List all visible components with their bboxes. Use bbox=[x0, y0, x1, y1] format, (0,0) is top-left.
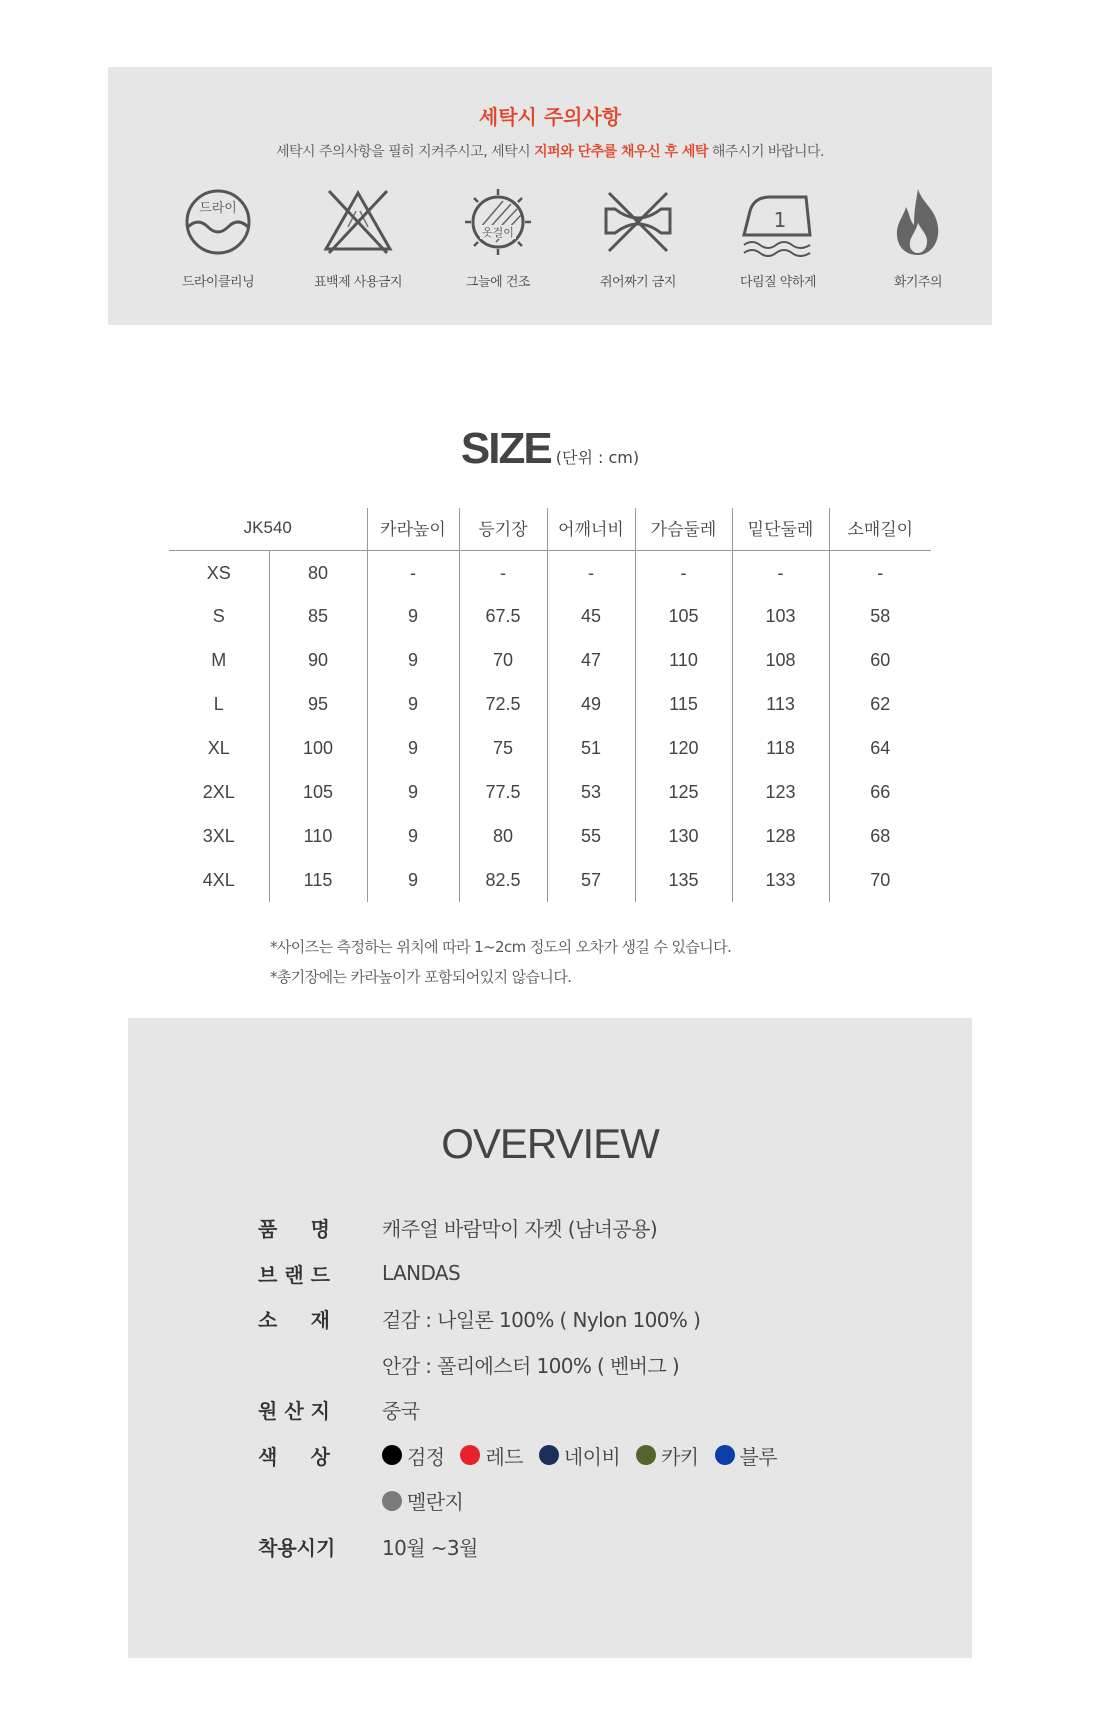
color-option-navy bbox=[539, 1441, 620, 1470]
overview-key-season: 착용시기 bbox=[258, 1535, 336, 1560]
care-label-shade-dry: 그늘에 건조 bbox=[466, 275, 530, 290]
size-header-chest: 가슴둘레 bbox=[635, 508, 732, 550]
care-title: 세탁시 주의사항 bbox=[478, 105, 622, 129]
color-option-blue bbox=[715, 1441, 777, 1470]
color-option-melange bbox=[382, 1486, 463, 1515]
overview-value-origin: 중국 bbox=[382, 1399, 420, 1424]
overview-title: OVERVIEW bbox=[441, 1120, 659, 1167]
care-description bbox=[108, 141, 992, 161]
size-cell: - bbox=[367, 550, 459, 594]
table-row bbox=[169, 550, 931, 594]
overview-row-brand bbox=[258, 1251, 958, 1297]
size-header-model: JK540 bbox=[169, 508, 367, 550]
size-cell: 9 bbox=[367, 726, 459, 770]
size-cell: XL bbox=[207, 737, 230, 758]
size-cell: 9 bbox=[367, 638, 459, 682]
color-dot bbox=[382, 1445, 402, 1465]
shade-dry-icon bbox=[463, 187, 533, 257]
overview-value-brand: LANDAS bbox=[382, 1261, 461, 1286]
color-option-red bbox=[460, 1441, 522, 1470]
overview-row-material-inner bbox=[258, 1342, 958, 1388]
color-dot bbox=[715, 1445, 735, 1465]
color-name: 레드 bbox=[485, 1444, 523, 1469]
size-cell: 90 bbox=[269, 638, 367, 682]
size-cell: 75 bbox=[459, 726, 547, 770]
color-swatch-list-2 bbox=[382, 1486, 479, 1515]
care-label-no-bleach: 표백제 사용금지 bbox=[313, 275, 403, 290]
size-table bbox=[169, 508, 931, 902]
size-cell: 120 bbox=[635, 726, 732, 770]
size-cell: 108 bbox=[732, 638, 829, 682]
size-note: *총기장에는 카라높이가 포함되어있지 않습니다. bbox=[270, 968, 572, 986]
overview-row-origin bbox=[258, 1387, 958, 1433]
size-unit: (단위 : cm) bbox=[555, 448, 640, 467]
size-cell: - bbox=[732, 550, 829, 594]
table-row bbox=[169, 638, 931, 682]
size-cell: 115 bbox=[635, 682, 732, 726]
size-cell: 110 bbox=[269, 814, 367, 858]
overview-row-material bbox=[258, 1296, 958, 1342]
size-cell: 4XL bbox=[202, 869, 235, 890]
flame-icon bbox=[888, 187, 948, 257]
color-name: 멜란지 bbox=[407, 1490, 464, 1515]
no-wring-icon bbox=[603, 187, 673, 257]
color-name: 블루 bbox=[739, 1444, 777, 1469]
no-bleach-icon bbox=[323, 187, 393, 257]
color-dot bbox=[460, 1445, 480, 1465]
size-cell: 95 bbox=[269, 682, 367, 726]
color-name: 검정 bbox=[407, 1444, 445, 1469]
size-cell: 9 bbox=[367, 682, 459, 726]
size-cell: 2XL bbox=[202, 781, 235, 802]
overview-value-material-inner: 안감 : 폴리에스터 100% ( 벤버그 ) bbox=[382, 1353, 680, 1378]
overview-section bbox=[128, 1018, 972, 1658]
size-cell: 100 bbox=[269, 726, 367, 770]
size-cell: 77.5 bbox=[459, 770, 547, 814]
table-row bbox=[169, 858, 931, 902]
overview-key-brand bbox=[258, 1259, 382, 1288]
size-cell: 133 bbox=[732, 858, 829, 902]
size-cell: 64 bbox=[829, 726, 931, 770]
size-cell: 58 bbox=[829, 594, 931, 638]
color-option-khaki bbox=[636, 1441, 698, 1470]
size-cell: 66 bbox=[829, 770, 931, 814]
overview-value-season: 10월 ~3월 bbox=[382, 1535, 478, 1560]
iron-low-icon-text: 1 bbox=[773, 208, 787, 232]
dry-clean-icon bbox=[183, 187, 253, 257]
size-cell: S bbox=[212, 605, 225, 626]
size-cell: 115 bbox=[269, 858, 367, 902]
size-cell: 45 bbox=[547, 594, 635, 638]
size-cell: 55 bbox=[547, 814, 635, 858]
key-char: 브 bbox=[258, 1262, 278, 1287]
shade-dry-icon-text: 옷걸이 bbox=[482, 226, 514, 239]
size-cell: 128 bbox=[732, 814, 829, 858]
size-cell: 130 bbox=[635, 814, 732, 858]
size-cell: 9 bbox=[367, 594, 459, 638]
size-cell: 80 bbox=[269, 550, 367, 594]
size-cell: 51 bbox=[547, 726, 635, 770]
size-cell: 105 bbox=[635, 594, 732, 638]
care-item-dry-clean bbox=[148, 187, 288, 290]
overview-row-color-2 bbox=[258, 1478, 958, 1524]
care-item-flame bbox=[848, 187, 988, 290]
size-header-sleeve: 소매길이 bbox=[829, 508, 931, 550]
overview-value-material-outer: 겉감 : 나일론 100% ( Nylon 100% ) bbox=[382, 1308, 701, 1333]
size-cell: 47 bbox=[547, 638, 635, 682]
overview-key-material bbox=[258, 1304, 382, 1333]
size-cell: - bbox=[829, 550, 931, 594]
overview-key-color bbox=[258, 1441, 382, 1470]
key-char: 원 bbox=[258, 1399, 278, 1424]
table-row bbox=[169, 814, 931, 858]
color-name: 카키 bbox=[661, 1444, 699, 1469]
overview-row-season bbox=[258, 1524, 958, 1570]
overview-list bbox=[258, 1205, 958, 1569]
key-char: 색 bbox=[258, 1444, 278, 1469]
color-dot bbox=[636, 1445, 656, 1465]
size-cell: 72.5 bbox=[459, 682, 547, 726]
care-item-iron-low bbox=[708, 187, 848, 290]
size-cell: 49 bbox=[547, 682, 635, 726]
overview-row-color bbox=[258, 1433, 958, 1479]
size-cell: M bbox=[211, 649, 227, 670]
care-item-no-wring bbox=[568, 187, 708, 290]
size-cell: L bbox=[213, 693, 224, 714]
size-cell: 80 bbox=[459, 814, 547, 858]
size-table-header-row bbox=[169, 508, 931, 550]
size-cell: 113 bbox=[732, 682, 829, 726]
size-cell: 85 bbox=[269, 594, 367, 638]
size-cell: 118 bbox=[732, 726, 829, 770]
care-label-iron-low: 다림질 약하게 bbox=[740, 275, 816, 290]
size-cell: 82.5 bbox=[459, 858, 547, 902]
size-cell: - bbox=[635, 550, 732, 594]
size-header-collar: 카라높이 bbox=[367, 508, 459, 550]
size-cell: 62 bbox=[829, 682, 931, 726]
size-cell: 70 bbox=[459, 638, 547, 682]
color-dot bbox=[382, 1491, 402, 1511]
care-desc-text: 세탁시 주의사항을 필히 지켜주시고, 세탁시 bbox=[276, 144, 535, 160]
iron-low-icon bbox=[740, 187, 816, 257]
care-label-no-wring: 쥐어짜기 금지 bbox=[600, 275, 676, 290]
overview-key-product bbox=[258, 1213, 382, 1242]
care-desc-highlight: 지퍼와 단추를 채우신 후 세탁 bbox=[534, 144, 708, 160]
color-name: 네이비 bbox=[563, 1444, 621, 1469]
table-row bbox=[169, 726, 931, 770]
overview-key-origin bbox=[258, 1395, 382, 1424]
key-char: 드 bbox=[310, 1262, 330, 1287]
size-cell: XS bbox=[206, 562, 231, 583]
size-cell: 70 bbox=[829, 858, 931, 902]
key-char: 상 bbox=[310, 1444, 330, 1469]
size-cell: 67.5 bbox=[459, 594, 547, 638]
size-cell: 110 bbox=[635, 638, 732, 682]
care-instructions-section bbox=[108, 67, 992, 325]
size-cell: 105 bbox=[269, 770, 367, 814]
care-label-dry-clean: 드라이클리닝 bbox=[181, 275, 255, 290]
size-notes bbox=[270, 932, 731, 992]
size-cell: 123 bbox=[732, 770, 829, 814]
size-cell: 135 bbox=[635, 858, 732, 902]
size-cell: 125 bbox=[635, 770, 732, 814]
size-cell: 103 bbox=[732, 594, 829, 638]
key-char: 지 bbox=[310, 1399, 330, 1424]
color-option-black bbox=[382, 1441, 444, 1470]
size-cell: 9 bbox=[367, 770, 459, 814]
table-row bbox=[169, 682, 931, 726]
overview-row-product bbox=[258, 1205, 958, 1251]
size-header-hem: 밑단둘레 bbox=[732, 508, 829, 550]
care-icon-row bbox=[108, 187, 992, 307]
table-row bbox=[169, 770, 931, 814]
size-cell: - bbox=[547, 550, 635, 594]
key-char: 소 bbox=[258, 1308, 278, 1333]
key-char: 재 bbox=[310, 1308, 330, 1333]
care-label-flame: 화기주의 bbox=[893, 275, 943, 290]
size-header-back-length: 등기장 bbox=[459, 508, 547, 550]
size-title: SIZE bbox=[460, 424, 551, 473]
size-cell: 60 bbox=[829, 638, 931, 682]
care-desc-text-end: 해주시기 바랍니다. bbox=[707, 144, 824, 160]
key-char: 랜 bbox=[284, 1262, 304, 1287]
size-cell: 3XL bbox=[202, 825, 235, 846]
dry-clean-icon-text: 드라이 bbox=[199, 201, 237, 216]
size-cell: 57 bbox=[547, 858, 635, 902]
table-row bbox=[169, 594, 931, 638]
care-item-shade-dry bbox=[428, 187, 568, 290]
size-cell: 53 bbox=[547, 770, 635, 814]
size-cell: 9 bbox=[367, 858, 459, 902]
size-cell: 68 bbox=[829, 814, 931, 858]
size-header bbox=[0, 424, 1100, 474]
color-dot bbox=[539, 1445, 559, 1465]
size-header-shoulder: 어깨너비 bbox=[547, 508, 635, 550]
size-note: *사이즈는 측정하는 위치에 따라 1~2cm 정도의 오차가 생길 수 있습니다. bbox=[270, 938, 732, 956]
size-cell: 9 bbox=[367, 814, 459, 858]
size-cell: - bbox=[459, 550, 547, 594]
key-char: 품 bbox=[258, 1217, 278, 1242]
care-item-no-bleach bbox=[288, 187, 428, 290]
color-swatch-list bbox=[382, 1441, 793, 1470]
overview-value-product: 캐주얼 바람막이 자켓 (남녀공용) bbox=[382, 1217, 658, 1242]
key-char: 명 bbox=[310, 1217, 330, 1242]
key-char: 산 bbox=[284, 1399, 304, 1424]
